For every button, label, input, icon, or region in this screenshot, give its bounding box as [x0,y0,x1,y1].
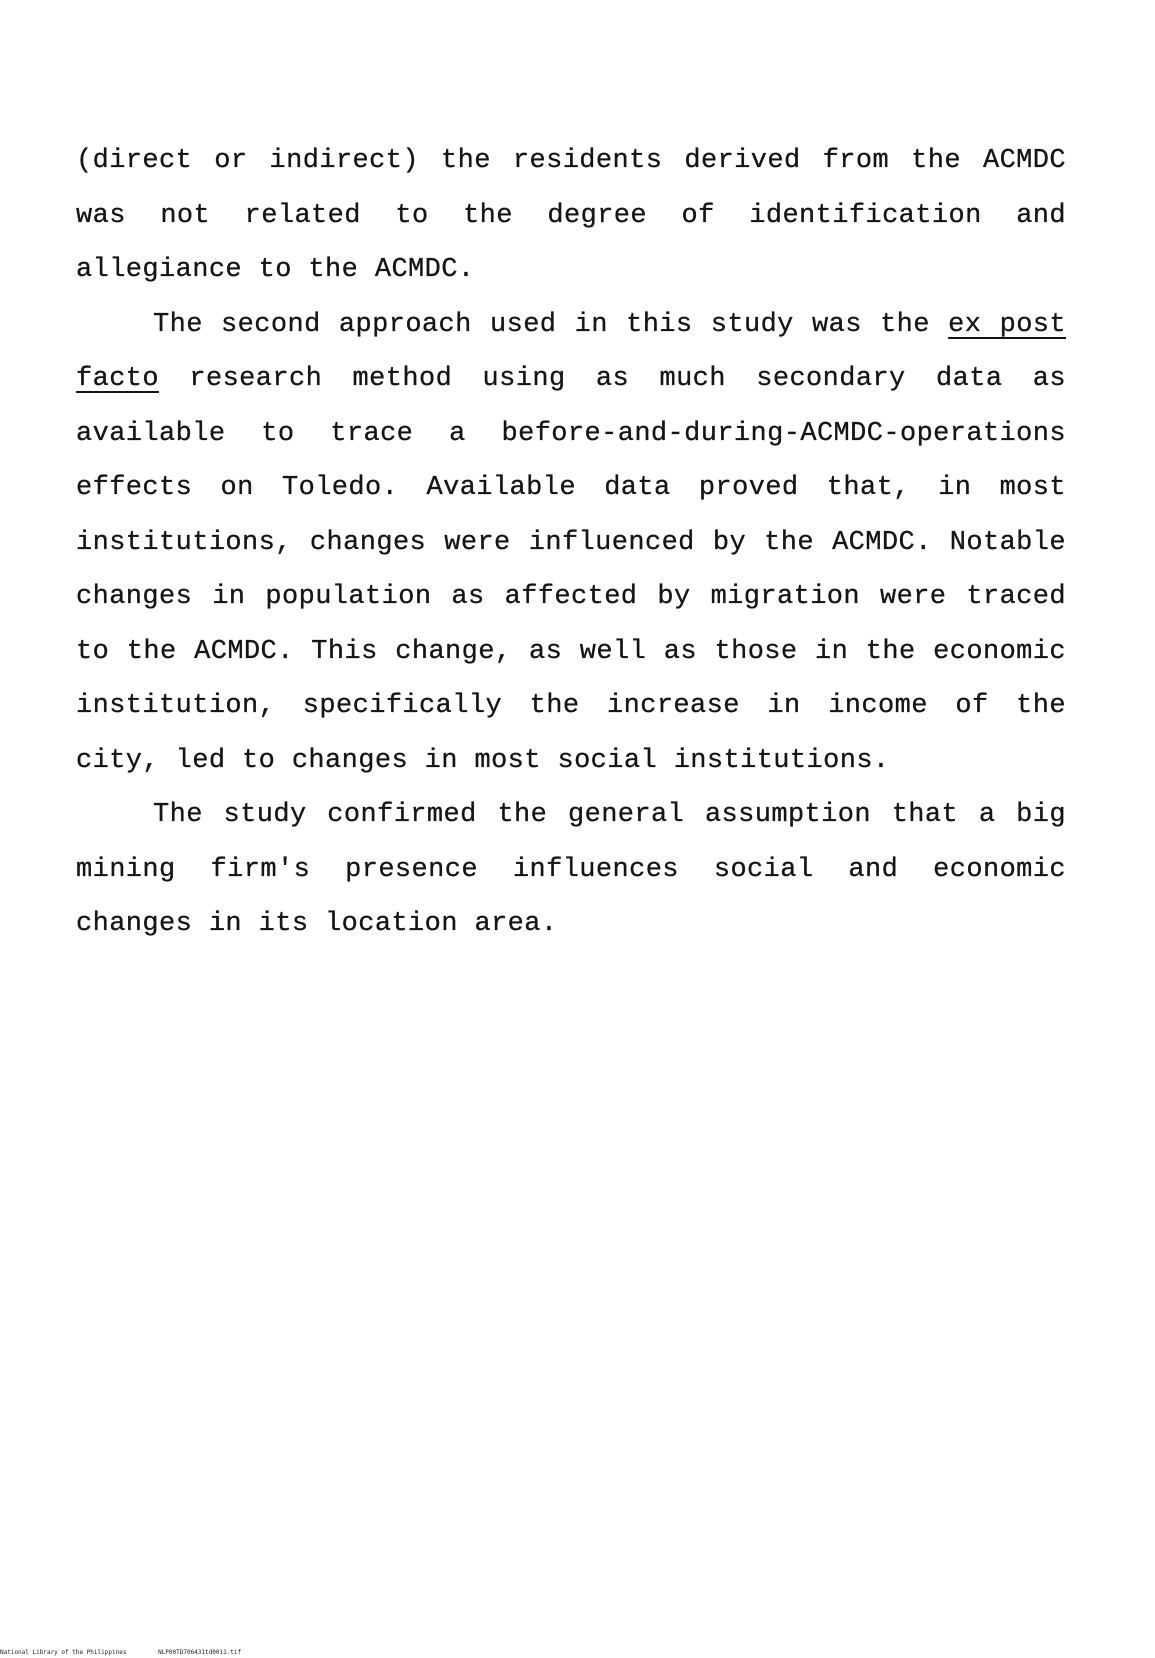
paragraph-text-after: research method using as much secondary data as available to trace a before-and-during-ACMDC-operations effects on Toledo. Available data proved that, in most institutions, changes were influenced by the ACMDC. Notable changes in population as affected by migration were traced to the ACMDC. This change, as well as those in the economic institution, specifically the increase in income of the city, led to changes in most social institutions. [76,364,1066,776]
footer-library: National Library of the Philippines [0,1649,127,1656]
paragraph-text-before: The second approach used in this study was the [153,309,949,340]
underlined-term: ex post facto [76,309,1067,394]
scan-footer [0,1649,269,1657]
paragraph-conclusion: The study confirmed the general assumption that a big mining firm's presence influences social and economic changes in its location area. [76,800,1066,939]
body-text [76,134,1066,952]
paragraph-second-approach [76,298,1066,789]
paragraph-continuation: (direct or indirect) the residents derived from the ACMDC was not related to the degree of identification and allegiance to the ACMDC. [76,146,1066,285]
footer-file-id: NLP00TD706431td0011.tif [158,1649,242,1656]
